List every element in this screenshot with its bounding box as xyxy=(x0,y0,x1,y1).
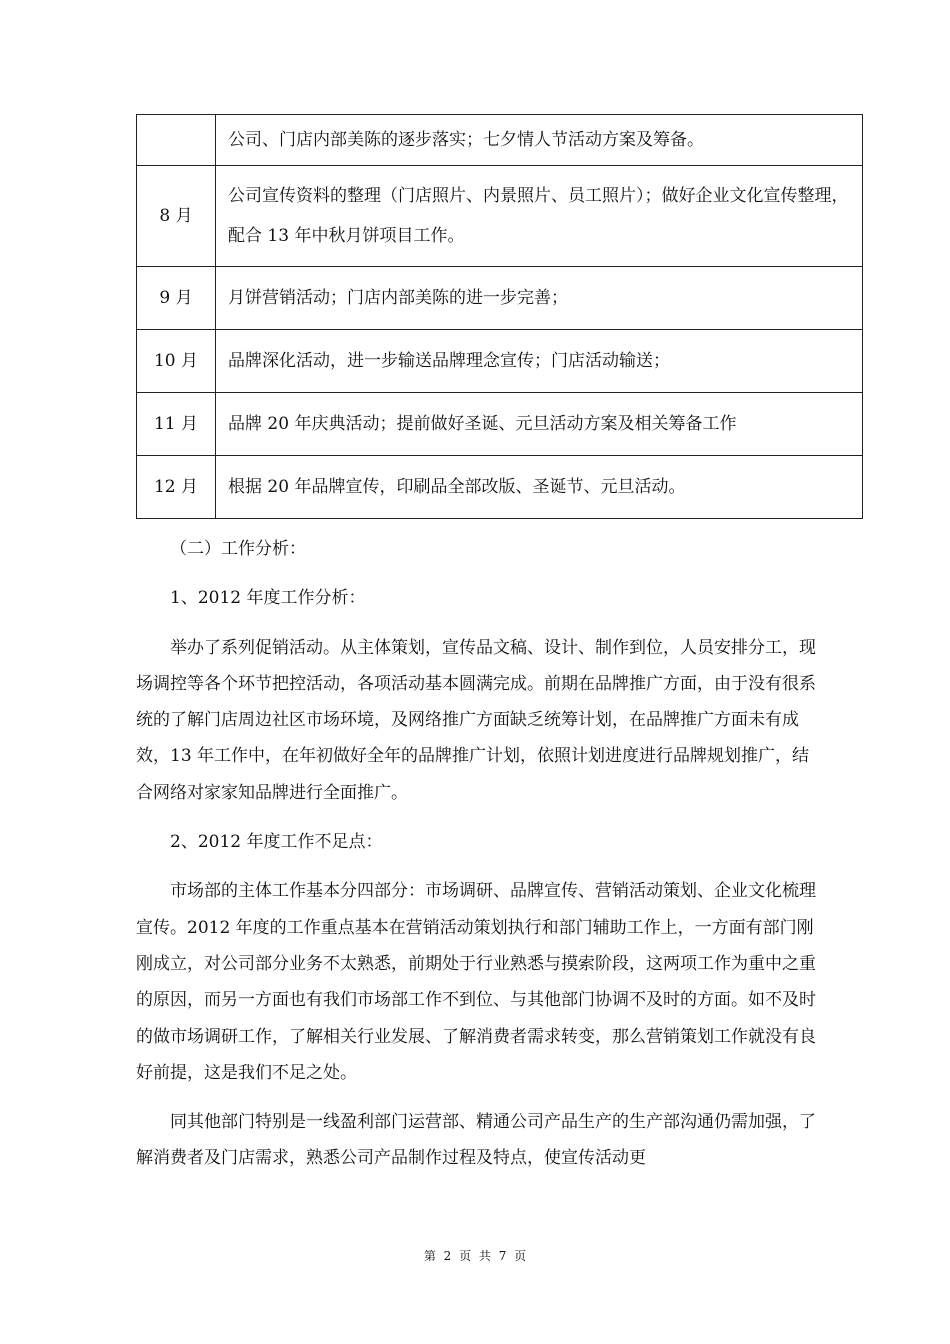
page-footer: 第 2 页 共 7 页 xyxy=(423,1249,527,1263)
task-cell: 月饼营销活动；门店内部美陈的进一步完善； xyxy=(216,267,863,330)
month-cell: 12 月 xyxy=(137,456,216,519)
table-row xyxy=(137,330,863,393)
task-cell: 公司宣传资料的整理（门店照片、内景照片、员工照片）；做好企业文化宣传整理，配合 13 年中秋月饼项目工作。 xyxy=(216,166,863,267)
paragraph: 市场部的主体工作基本分四部分：市场调研、品牌宣传、营销活动策划、企业文化梳理宣传。2012 年度的工作重点基本在营销活动策划执行和部门辅助工作上，一方面有部门刚刚成立，对公司部分业务不太熟悉，前期处于行业熟悉与摸索阶段，这两项工作为重中之重的原因，而另一方面也有我们市场部工作不到位、与其他部门协调不及时的方面。如不及时的做市场调研工作，了解相关行业发展、了解消费者需求转变，那么营销策划工作就没有良好前提，这是我们不足之处。 xyxy=(136,881,816,1083)
table-row xyxy=(137,393,863,456)
paragraph: 同其他部门特别是一线盈利部门运营部、精通公司产品生产的生产部沟通仍需加强，了解消费者及门店需求，熟悉公司产品制作过程及特点，使宣传活动更 xyxy=(136,1112,816,1169)
table-row xyxy=(137,267,863,330)
month-cell: 8 月 xyxy=(137,166,216,267)
month-cell: 9 月 xyxy=(137,267,216,330)
work-plan-table xyxy=(136,114,863,519)
section-heading: （二）工作分析： xyxy=(170,539,306,559)
task-cell: 根据 20 年品牌宣传，印刷品全部改版、圣诞节、元旦活动。 xyxy=(216,456,863,519)
table-row xyxy=(137,166,863,267)
month-cell: 11 月 xyxy=(137,393,216,456)
table-row xyxy=(137,115,863,166)
subsection-title: 1、2012 年度工作分析： xyxy=(170,588,366,609)
paragraph: 举办了系列促销活动。从主体策划，宣传品文稿、设计、制作到位，人员安排分工，现场调控等各个环节把控活动，各项活动基本圆满完成。前期在品牌推广方面，由于没有很系统的了解门店周边社区市场环境，及网络推广方面缺乏统筹计划，在品牌推广方面未有成效，13 年工作中，在年初做好全年的品牌推广计划，依照计划进度进行品牌规划推广，结合网络对家家知品牌进行全面推广。 xyxy=(136,637,816,803)
month-cell: 10 月 xyxy=(137,330,216,393)
task-cell: 品牌深化活动，进一步输送品牌理念宣传；门店活动输送； xyxy=(216,330,863,393)
month-cell xyxy=(137,115,216,166)
subsection-title: 2、2012 年度工作不足点： xyxy=(170,832,383,853)
task-cell: 品牌 20 年庆典活动；提前做好圣诞、元旦活动方案及相关筹备工作 xyxy=(216,393,863,456)
table-row xyxy=(137,456,863,519)
task-cell: 公司、门店内部美陈的逐步落实；七夕情人节活动方案及筹备。 xyxy=(216,115,863,166)
analysis-section xyxy=(136,531,816,1177)
